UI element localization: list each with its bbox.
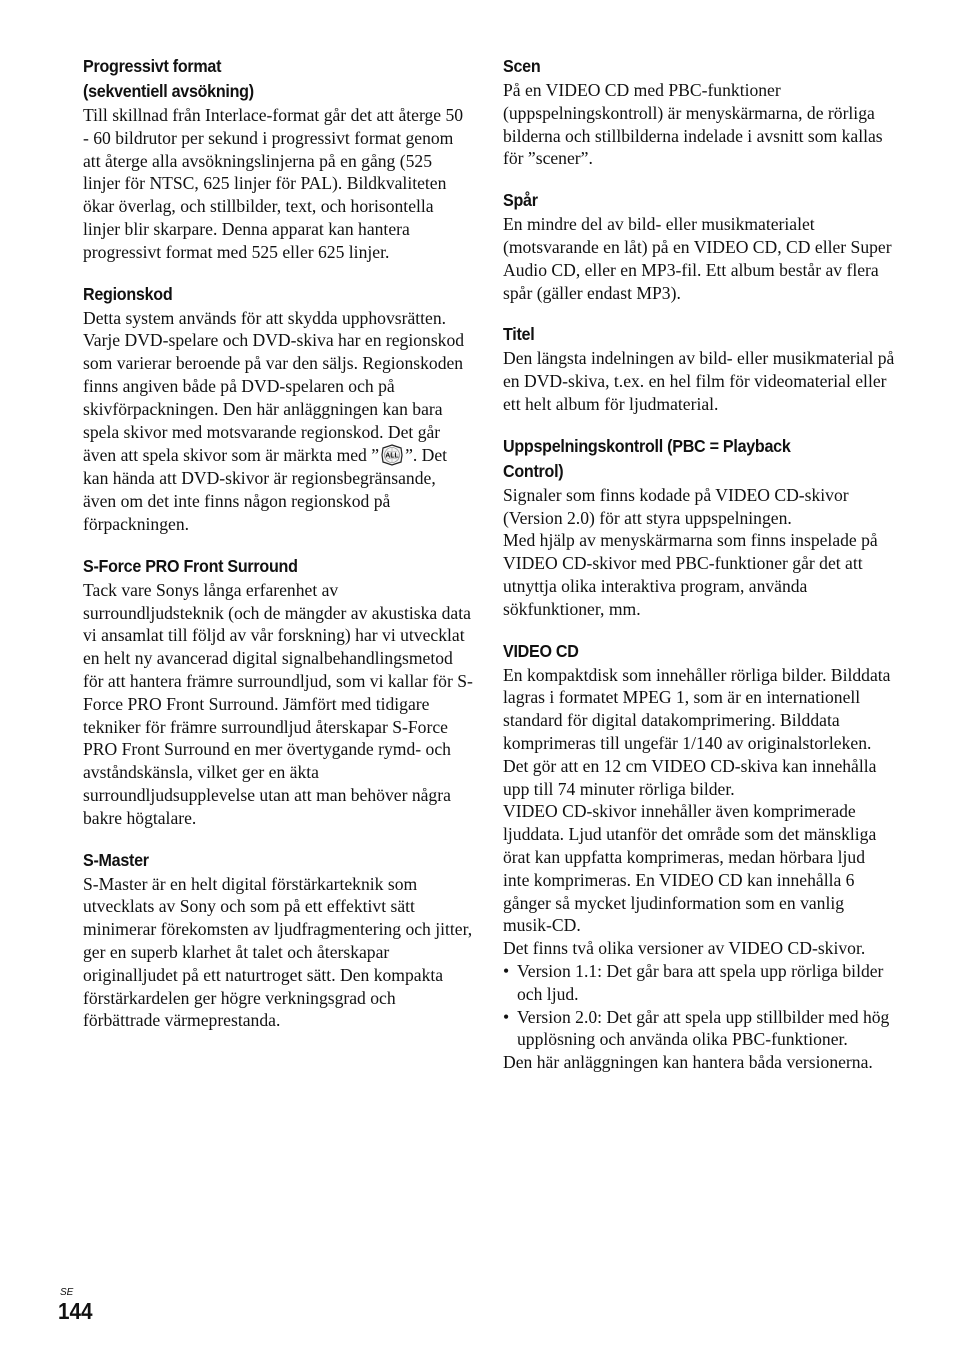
right-column — [503, 54, 895, 1092]
heading-titel: Titel — [503, 324, 535, 345]
heading-spar: Spår — [503, 190, 538, 211]
body-sforce: Tack vare Sonys långa erfarenhet av surroundljudsteknik (och de mängder av akustiska data vi ansamlat till följd av vår forskning) har vi utvecklat en helt ny avancerad digital signalbehandlingsmetod för att hantera främre surroundljud, som vi kallar för S-Force PRO Front Surround. Jämfört med tidigare tekniker för främre surroundljud återskapar S-Force PRO Front Surround en mer övertygande rymd- och avståndskänsla, vilket ger en äkta surroundljudsupplevelse utan att man behöver några bakre högtalare. — [83, 579, 473, 828]
language-code: SE — [60, 1287, 74, 1298]
region-all-icon — [380, 443, 404, 467]
heading-line: Control) — [503, 460, 564, 481]
heading-videocd: VIDEO CD — [503, 640, 579, 661]
heading-line: Uppspelningskontroll (PBC = Playback — [503, 435, 791, 456]
body-videocd-3: Det finns två olika versioner av VIDEO CD-skivor. — [503, 938, 866, 959]
version-list — [503, 960, 895, 1051]
section-progressive — [83, 54, 473, 264]
body-videocd-1: En kompaktdisk som innehåller rörliga bilder. Bilddata lagras i formatet MPEG 1, som är en internationell standard för digital datakomprimering. Bilddata komprimeras till ungefär 1/140 av originalstorleken. Det gör att en 12 cm VIDEO CD-skiva kan innehålla upp till 74 minuter rörliga bilder. — [503, 664, 891, 799]
section-pbc — [503, 434, 895, 621]
body-text: Detta system används för att skydda upphovsrätten. Varje DVD-spelare och DVD-skiva har en regionskod som varierar beroende på var den säljs. Regionskoden finns angiven både på DVD-spelaren och på skivförpackningen. Den här anläggningen kan bara spela skivor med motsvarande regionskod. Det går även att spela skivor som är märkta med ” — [83, 307, 465, 466]
body-pbc-2: Med hjälp av menyskärmarna som finns inspelade på VIDEO CD-skivor med PBC-funktioner går det att utnyttja olika interaktiva program, använda sökfunktioner, mm. — [503, 530, 878, 619]
section-videocd — [503, 639, 895, 1074]
bullet-icon: • — [503, 1006, 510, 1027]
section-sforce — [83, 554, 473, 830]
section-spar — [503, 188, 895, 304]
body-videocd-4: Den här anläggningen kan hantera båda versionerna. — [503, 1052, 873, 1073]
body-text: ”. Det kan hända att DVD-skivor är regionsbegränsande, även om det inte finns någon regionskod på förpackningen. — [83, 445, 448, 534]
heading-line: Progressivt format — [83, 56, 222, 76]
list-item — [503, 960, 895, 1006]
body-smaster: S-Master är en helt digital förstärkarteknik som utvecklats av Sony och som på ett effektivt sätt minimerar förekomsten av ljudfragmentering och jitter, ger en superb klarhet åt talet och återskapar originalljudet på ett naturtroget sätt. Den kompakta förstärkardelen ger högre verkningsgrad och förbättrade värmeprestanda. — [83, 873, 473, 1031]
region-icon-label: ALL — [385, 452, 399, 460]
heading-sforce: S-Force PRO Front Surround — [83, 555, 298, 576]
heading-smaster: S-Master — [83, 849, 149, 870]
body-spar: En mindre del av bild- eller musikmaterialet (motsvarande en låt) på en VIDEO CD, CD eller Super Audio CD, eller en MP3-fil. Ett album består av flera spår (gäller endast MP3). — [503, 214, 892, 303]
list-item-text: Version 1.1: Det går bara att spela upp rörliga bilder och ljud. — [517, 960, 884, 1004]
body-titel: Den längsta indelningen av bild- eller musikmaterial på en DVD-skiva, t.ex. en hel film för videomaterial eller ett helt album för ljudmaterial. — [503, 348, 895, 414]
body-progressive: Till skillnad från Interlace-format går det att återge 50 - 60 bildrutor per sekund i progressivt format genom att återge alla avsökningslinjerna på en gång (525 linjer för NTSC, 625 linjer för PAL). Bildkvaliteten ökar överlag, och stillbilder, text, och horisontella linjer blir skarpare. Denna apparat kan hantera progressivt format med 525 eller 625 linjer. — [83, 105, 464, 262]
page-footer — [58, 1287, 96, 1324]
body-videocd-2: VIDEO CD-skivor innehåller även komprimerade ljuddata. Ljud utanför det område som det mänskliga örat kan uppfatta komprimeras, medan hörbara ljud inte komprimeras. En VIDEO CD kan innehålla 6 gånger så mycket ljudinformation som en vanlig musik-CD. — [503, 801, 877, 936]
heading-region: Regionskod — [83, 283, 173, 304]
body-region — [83, 307, 473, 536]
section-titel — [503, 322, 895, 415]
list-item-text: Version 2.0: Det går att spela upp stillbilder med hög upplösning och använda olika PBC-funktioner. — [517, 1006, 890, 1050]
heading-line: (sekventiell avsökning) — [83, 81, 254, 101]
body-scen: På en VIDEO CD med PBC-funktioner (uppspelningskontroll) är menyskärmarna, de rörliga bilderna och stillbilderna indelade i avsnitt som kallas för ”scener”. — [503, 80, 883, 169]
body-pbc-1: Signaler som finns kodade på VIDEO CD-skivor (Version 2.0) för att styra uppspelningen. — [503, 484, 849, 528]
bullet-icon: • — [503, 960, 510, 981]
section-region — [83, 282, 473, 536]
section-smaster — [83, 848, 473, 1033]
heading-pbc — [503, 434, 864, 484]
list-item — [503, 1006, 895, 1052]
heading-scen: Scen — [503, 56, 541, 76]
heading-progressive — [83, 54, 442, 104]
left-column — [83, 54, 473, 1050]
page-number: 144 — [58, 1298, 93, 1324]
section-scen — [503, 54, 895, 170]
